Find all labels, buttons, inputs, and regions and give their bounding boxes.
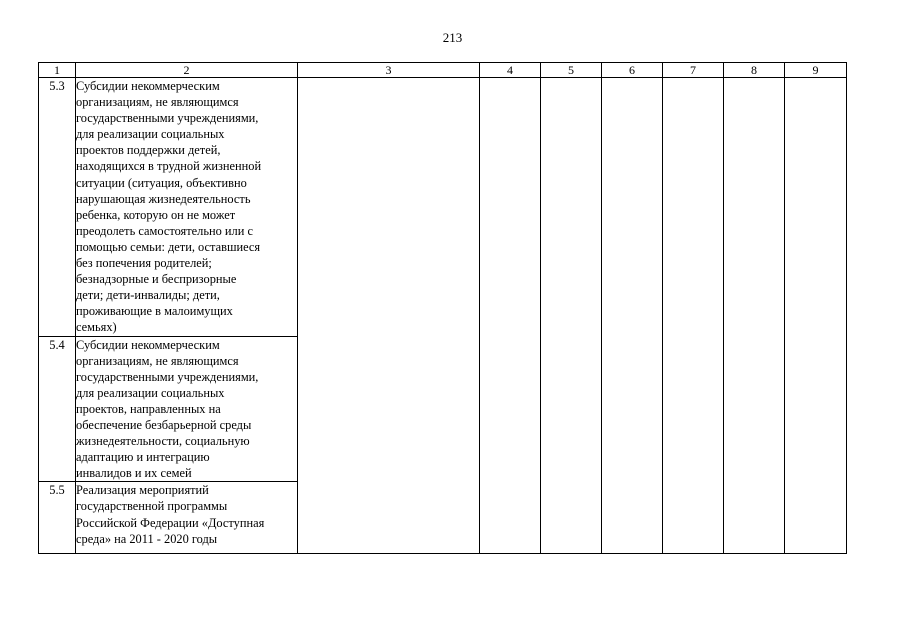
column-header-1: 1	[39, 63, 76, 78]
row-description: Субсидии некоммерческим организациям, не являющимся государственными учреждениями, для реализации социальных проектов поддержки детей, находящихся в трудной жизненной ситуации (ситуация, объективно нарушающая жизнедеятельность ребенка, которую он не может преодолеть самостоятельно или с помощью семьи: дети, оставшиеся без попечения родителей; безнадзорные и беспризорные дети; дети-инвалиды; дети, проживающие в малоимущих семьях)	[76, 78, 298, 337]
column-header-3: 3	[298, 63, 480, 78]
column-header-2: 2	[76, 63, 298, 78]
empty-cell-col8	[724, 78, 785, 554]
column-header-4: 4	[480, 63, 541, 78]
column-header-9: 9	[785, 63, 847, 78]
empty-cell-col6	[602, 78, 663, 554]
row-number: 5.3	[39, 78, 76, 337]
header-row	[39, 63, 847, 78]
table-row	[39, 78, 847, 337]
empty-cell-col4	[480, 78, 541, 554]
empty-cell-col9	[785, 78, 847, 554]
empty-cell-col3	[298, 78, 480, 554]
empty-cell-col7	[663, 78, 724, 554]
column-header-7: 7	[663, 63, 724, 78]
row-description: Субсидии некоммерческим организациям, не являющимся государственными учреждениями, для реализации социальных проектов, направленных на обеспечение безбарьерной среды жизнедеятельности, социальную адаптацию и интеграцию инвалидов и их семей	[76, 336, 298, 482]
page-number: 213	[442, 30, 463, 45]
row-description: Реализация мероприятий государственной программы Российской Федерации «Доступная среда» на 2011 - 2020 годы	[76, 482, 298, 553]
program-table	[38, 62, 847, 554]
column-header-6: 6	[602, 63, 663, 78]
column-header-8: 8	[724, 63, 785, 78]
row-number: 5.5	[39, 482, 76, 553]
row-number: 5.4	[39, 336, 76, 482]
empty-cell-col5	[541, 78, 602, 554]
column-header-5: 5	[541, 63, 602, 78]
